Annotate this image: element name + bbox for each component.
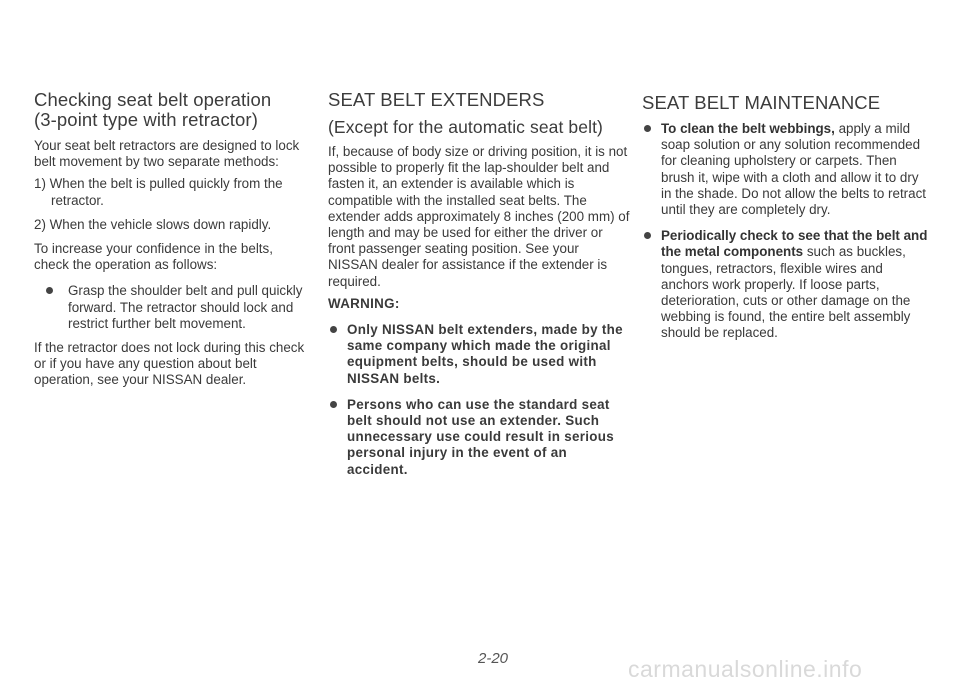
warning-item-1 [328, 322, 630, 387]
maintenance-bold-1: To clean the belt webbings, [661, 121, 835, 136]
bullet-text: Grasp the shoulder belt and pull quickly forward. The retractor should lock and restrict further belt movement. [68, 283, 303, 331]
method-item-1: 1) When the belt is pulled quickly from the retractor. [34, 176, 283, 208]
warning-item-2 [328, 397, 630, 478]
maintenance-bold-2: Periodically check to see that the belt and the metal components [661, 228, 928, 260]
watermark: carmanualsonline.info [628, 656, 863, 682]
column-seat-belt-maintenance [642, 0, 928, 342]
method-item-2: 2) When the vehicle slows down rapidly. [34, 216, 272, 232]
maintenance-text-2 [661, 228, 928, 341]
extenders-paragraph: If, because of body size or driving position, it is not possible to properly fit the lap-shoulder belt and fasten it, an extender is available which is compatible with the installed seat belts. The extender adds approximately 8 inches (200 mm) of length and may be used for either the driver or front passenger seating position. See your NISSAN dealer for assistance if the extender is required. [328, 144, 630, 289]
maintenance-item-1 [642, 121, 928, 218]
bullet-icon [644, 232, 651, 239]
maintenance-item-2 [642, 228, 928, 341]
warning-text-2: Persons who can use the standard seat belt should not use an extender. Such unnecessary use could result in serious personal injury in the event of an accident. [347, 396, 614, 477]
confidence-paragraph: To increase your confidence in the belts, check the operation as follows: [34, 241, 273, 273]
section-subheading-extenders: (Except for the automatic seat belt) [328, 117, 603, 137]
bullet-icon [644, 125, 651, 132]
section-heading-extenders: SEAT BELT EXTENDERS [328, 89, 545, 110]
section-heading-checking-operation: Checking seat belt operation (3-point type with retractor) [34, 89, 272, 130]
bullet-item [34, 283, 306, 332]
intro-paragraph: Your seat belt retractors are designed to lock belt movement by two separate methods: [34, 138, 300, 170]
closing-paragraph: If the retractor does not lock during this check or if you have any question about belt operation, see your NISSAN dealer. [34, 340, 305, 388]
section-heading-maintenance: SEAT BELT MAINTENANCE [642, 92, 881, 113]
bullet-icon [46, 287, 53, 294]
bullet-icon [330, 326, 337, 333]
warning-label: WARNING: [328, 295, 400, 311]
warning-text-1: Only NISSAN belt extenders, made by the same company which made the original equipment belts, should be used with NISSAN belts. [347, 322, 623, 386]
bullet-icon [330, 401, 337, 408]
maintenance-text-1 [661, 121, 928, 218]
maintenance-body-1: apply a mild soap solution or any solution recommended for cleaning upholstery or carpets. Then brush it, wipe with a cloth and allow it to dry in the shade. Do not allow the belts to retract until they are completely dry. [661, 121, 926, 218]
column-seat-belt-operation [34, 0, 306, 389]
maintenance-body-2: such as buckles, tongues, retractors, flexible wires and anchors work properly. If loose parts, deterioration, cuts or other damage on the webbing is found, the entire belt assembly should be replaced. [661, 244, 911, 341]
page-number: 2-20 [478, 650, 509, 667]
column-seat-belt-extenders [328, 0, 630, 478]
